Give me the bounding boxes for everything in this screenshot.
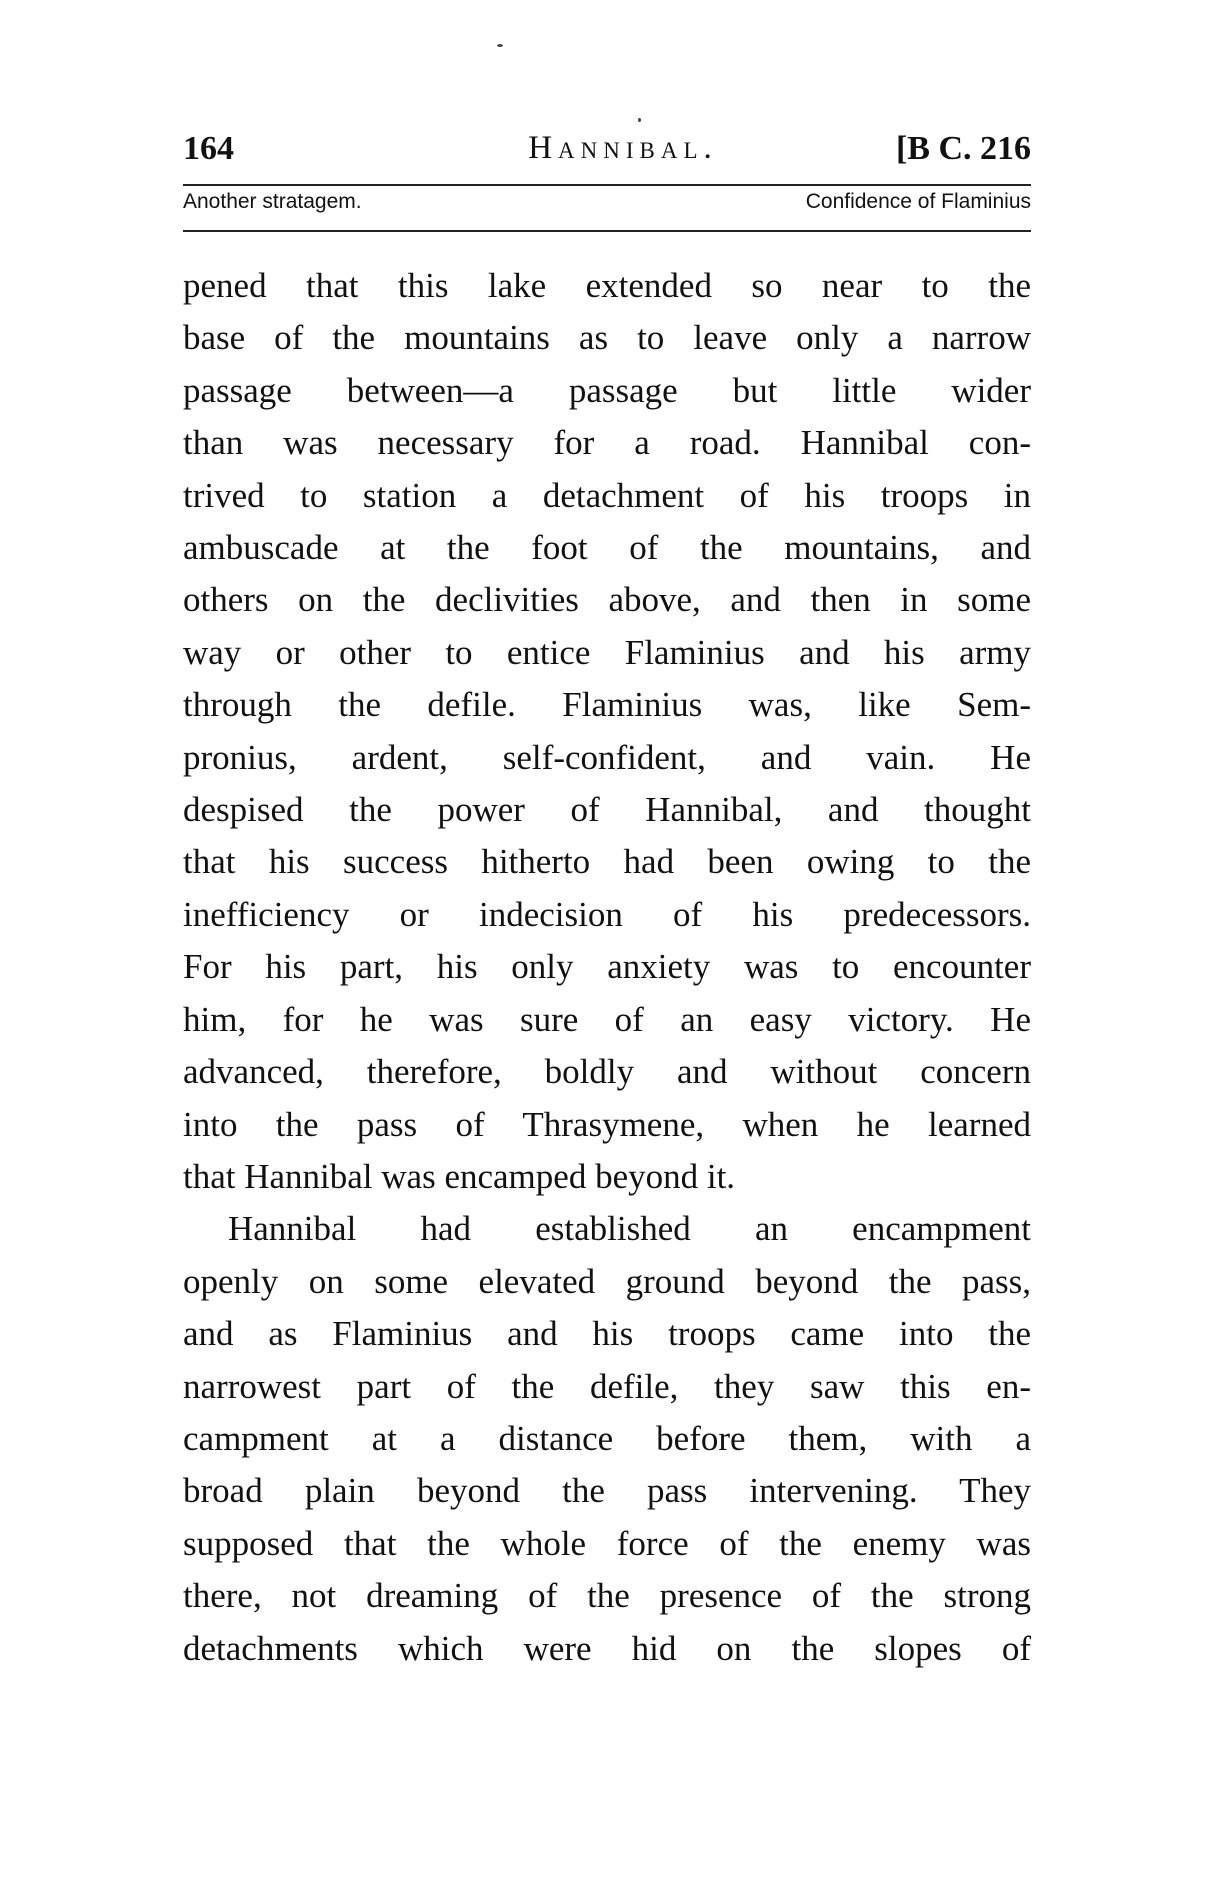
- paragraph-1: [183, 260, 1031, 1203]
- text-line: For his part, his only anxiety was to encounter: [183, 947, 1031, 987]
- text-line: there, not dreaming of the presence of the strong: [183, 1576, 1031, 1616]
- text-line: detachments which were hid on the slopes of: [183, 1628, 1031, 1668]
- text-line: than was necessary for a road. Hannibal con-: [183, 423, 1031, 463]
- text-line: Hannibal had established an encampment: [228, 1209, 1031, 1249]
- text-line: pronius, ardent, self-confident, and vain. He: [183, 737, 1031, 777]
- page-number: 164: [183, 130, 234, 167]
- print-speck: [638, 118, 641, 122]
- side-note-left: Another stratagem.: [183, 190, 362, 213]
- text-line: that his success hitherto had been owing to the: [183, 842, 1031, 882]
- text-line: into the pass of Thrasymene, when he learned: [183, 1104, 1031, 1144]
- paragraph-2: [183, 1203, 1031, 1675]
- header-rule-bottom: [183, 230, 1031, 232]
- text-line: pened that this lake extended so near to the: [183, 266, 1031, 305]
- header-rule-top: [183, 184, 1031, 186]
- text-line: openly on some elevated ground beyond the pass,: [183, 1261, 1031, 1301]
- text-line: him, for he was sure of an easy victory. He: [183, 999, 1031, 1039]
- text-line: advanced, therefore, boldly and without concern: [183, 1052, 1031, 1092]
- text-line: way or other to entice Flaminius and his army: [183, 632, 1031, 672]
- text-line: that Hannibal was encamped beyond it.: [183, 1156, 736, 1196]
- print-speck: [497, 44, 503, 47]
- running-head: [183, 130, 1031, 180]
- text-line: supposed that the whole force of the enemy was: [183, 1523, 1031, 1563]
- text-line: despised the power of Hannibal, and thought: [183, 790, 1031, 830]
- text-line: base of the mountains as to leave only a narrow: [183, 318, 1031, 358]
- text-line: campment at a distance before them, with a: [183, 1418, 1031, 1458]
- text-line: others on the declivities above, and then in some: [183, 580, 1031, 620]
- text-line: trived to station a detachment of his troops in: [183, 475, 1031, 515]
- text-line: broad plain beyond the pass intervening. They: [183, 1471, 1031, 1511]
- date-marker: [B C. 216: [895, 130, 1031, 167]
- text-line: ambuscade at the foot of the mountains, and: [183, 528, 1031, 568]
- running-title: Hannibal.: [528, 130, 718, 166]
- body-text: [183, 260, 1031, 1675]
- text-line: inefficiency or indecision of his predecessors.: [183, 894, 1031, 934]
- side-note-right: Confidence of Flaminius: [805, 190, 1031, 213]
- text-line: passage between—a passage but little wider: [183, 370, 1031, 410]
- text-line: narrowest part of the defile, they saw this en-: [183, 1366, 1031, 1406]
- text-line: and as Flaminius and his troops came into the: [183, 1314, 1031, 1354]
- text-line: through the defile. Flaminius was, like Sem-: [183, 685, 1031, 725]
